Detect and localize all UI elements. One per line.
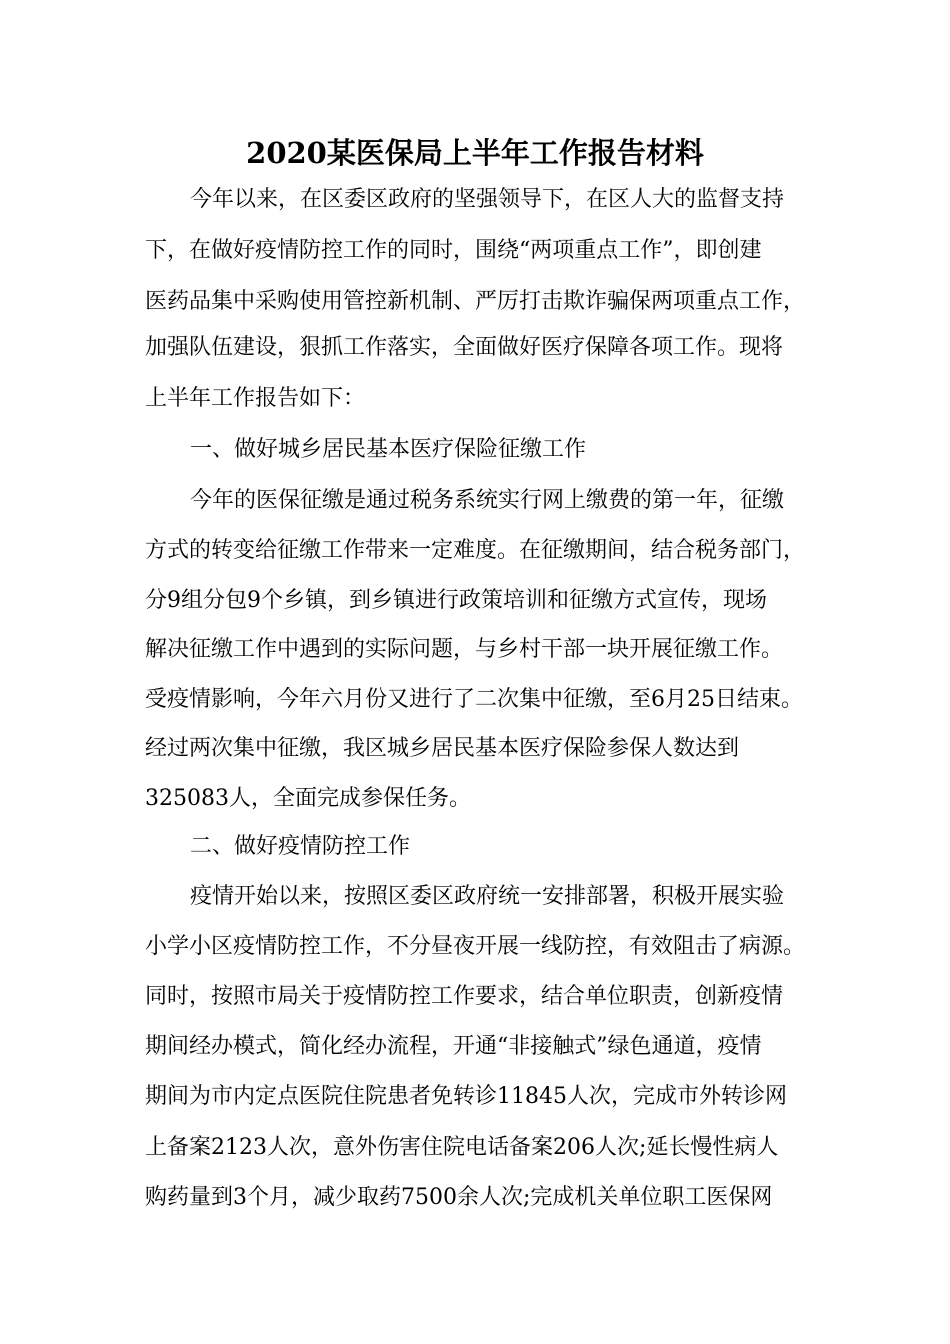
section-heading: 一、做好城乡居民基本医疗保险征缴工作 <box>190 437 587 462</box>
paragraph-line: 小学小区疫情防控工作，不分昼夜开展一线防控，有效阻击了病源。 <box>145 934 806 959</box>
paragraph-line: 今年以来，在区委区政府的坚强领导下，在区人大的监督支持 <box>190 187 785 212</box>
paragraph-line: 期间为市内定点医院住院患者免转诊11845人次，完成市外转诊网 <box>145 1084 787 1109</box>
paragraph-line: 上半年工作报告如下： <box>145 386 366 411</box>
paragraph-line: 下，在做好疫情防控工作的同时，围绕“两项重点工作”，即创建 <box>145 238 762 263</box>
paragraph-line: 购药量到3个月，减少取药7500余人次;完成机关单位职工医保网 <box>145 1185 773 1210</box>
paragraph-line: 加强队伍建设，狠抓工作落实，全面做好医疗保障各项工作。现将 <box>145 335 784 360</box>
paragraph-line: 同时，按照市局关于疫情防控工作要求，结合单位职责，创新疫情 <box>145 984 784 1009</box>
paragraph-line: 分9组分包9个乡镇，到乡镇进行政策培训和征缴方式宣传，现场 <box>145 588 767 613</box>
paragraph-line: 医药品集中采购使用管控新机制、严厉打击欺诈骗保两项重点工作， <box>145 289 806 314</box>
paragraph-line: 期间经办模式，简化经办流程，开通“非接触式”绿色通道，疫情 <box>145 1034 762 1059</box>
paragraph-line: 受疫情影响，今年六月份又进行了二次集中征缴，至6月25日结束。 <box>145 687 803 712</box>
paragraph-line: 上备案2123人次，意外伤害住院电话备案206人次;延长慢性病人 <box>145 1135 779 1160</box>
paragraph-line: 今年的医保征缴是通过税务系统实行网上缴费的第一年，征缴 <box>190 488 785 513</box>
paragraph-line: 325083人，全面完成参保任务。 <box>145 786 471 811</box>
paragraph-line: 经过两次集中征缴，我区城乡居民基本医疗保险参保人数达到 <box>145 736 740 761</box>
document-title: 2020某医保局上半年工作报告材料 <box>246 136 704 170</box>
paragraph-line: 解决征缴工作中遇到的实际问题，与乡村干部一块开展征缴工作。 <box>145 637 784 662</box>
paragraph-line: 方式的转变给征缴工作带来一定难度。在征缴期间，结合税务部门， <box>145 538 806 563</box>
section-heading: 二、做好疫情防控工作 <box>190 834 411 859</box>
paragraph-line: 疫情开始以来，按照区委区政府统一安排部署，积极开展实验 <box>190 884 785 909</box>
